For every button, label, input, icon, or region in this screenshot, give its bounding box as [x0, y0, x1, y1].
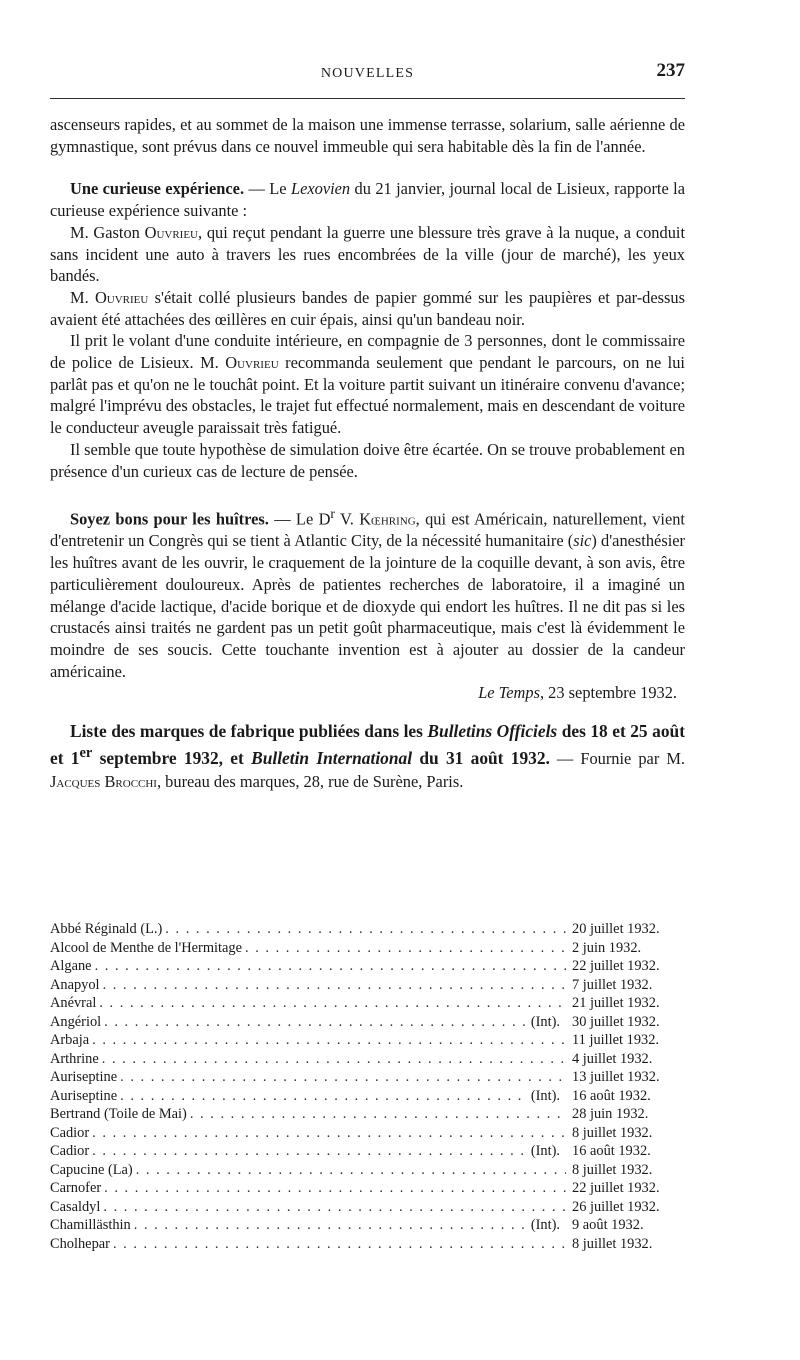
article1-title: Une curieuse expérience. [70, 179, 245, 199]
list-title-a: Liste des marques de fabrique publiées dans les [70, 721, 428, 742]
publication-date: 16 août 1932. [572, 1087, 651, 1104]
list-item [50, 1124, 700, 1143]
leader-dots [187, 1105, 566, 1124]
list-item [50, 920, 700, 939]
article2-title: Soyez bons pour les huîtres. [70, 509, 269, 529]
p4-text-a: Il prit le volant d'une conduite intérieure, en compagnie de 3 personnes, dont le commissaire de police de Lisieux. M. [50, 331, 685, 373]
list-item [50, 1031, 700, 1050]
p2-text: , qui reçut pendant la guerre une blessure très grave à la nuque, a conduit sans incident une auto à travers les rues encombrées de la ville (jour de marché), les yeux bandés. [50, 222, 685, 286]
intro-paragraph: ascenseurs rapides, et au sommet de la maison une immense terrasse, solarium, salle aérienne de gymnastique, sont prévus dans ce nouvel immeuble qui sera habitable dès la fin de l'année. [50, 115, 685, 156]
publication-date: 20 juillet 1932. [572, 921, 660, 937]
list-item [50, 994, 700, 1013]
list-item [50, 976, 700, 995]
leader-dots [100, 1198, 566, 1217]
article1-paragraph-2 [50, 222, 685, 287]
leader-dots [162, 920, 566, 939]
publication-date: 8 juillet 1932. [572, 1124, 653, 1141]
list-item [50, 1068, 700, 1087]
publication-date: 13 juillet 1932. [572, 1069, 660, 1085]
furnished-a: — Fournie par M. [549, 748, 685, 768]
leader-dots [89, 1142, 528, 1161]
international-tag: (Int). [530, 1143, 560, 1159]
article1-lead-2: du 21 janvier, journal local de Lisieux, rapporte la curieuse expérience suivante : [50, 179, 685, 221]
leader-dots [117, 1068, 566, 1087]
trademark-name: Anévral [50, 995, 97, 1011]
article2-text-a: , qui est Américain, naturellement, vient d'entretenir un Congrès qui se tient à Atlantic City, de la nécessité humanitaire ( [50, 509, 685, 551]
furnisher-name: Jacques Brocchi [50, 771, 157, 791]
list-item [50, 1235, 700, 1254]
publication-date: 28 juin 1932. [572, 1106, 649, 1122]
trademark-name: Bertrand (Toile de Mai) [50, 1106, 187, 1122]
person-name: Ouvrieu [94, 287, 149, 307]
trademark-name: Carnofer [50, 1180, 102, 1196]
publication-date: 4 juillet 1932. [572, 1050, 653, 1067]
p3-prefix: M. [70, 287, 95, 307]
list-item [50, 1216, 700, 1235]
trademark-name: Cholhepar [50, 1235, 110, 1252]
p2-prefix: M. Gaston [70, 222, 145, 242]
person-name: Ouvrieu [144, 222, 198, 242]
publication-date: 8 juillet 1932. [572, 1161, 653, 1178]
publication-date: 22 juillet 1932. [572, 1180, 660, 1196]
dr-superscript: r [330, 506, 335, 522]
article1-paragraph-5: Il semble que toute hypothèse de simulation doive être écartée. On se trouve probablement en présence d'un curieux cas de lecture de pensée. [50, 439, 685, 481]
leader-dots [117, 1087, 528, 1106]
trademark-list [50, 920, 700, 1253]
list-item [50, 1050, 700, 1069]
publication-date: 30 juillet 1932. [572, 1013, 660, 1030]
person-name: Ouvrieu [225, 353, 279, 373]
list-item [50, 939, 700, 958]
page-header [50, 58, 685, 99]
international-tag: (Int). [530, 1013, 560, 1030]
list-title-d: du 31 août 1932. [412, 747, 550, 768]
trademark-name: Auriseptine [50, 1069, 118, 1085]
list-title [50, 720, 685, 793]
person-name: Kœhring [359, 509, 416, 529]
leader-dots [131, 1216, 528, 1235]
trademark-name: Angériol [50, 1013, 102, 1030]
article1-paragraph-4 [50, 330, 685, 439]
p3-text: s'était collé plusieurs bandes de papier gommé sur les paupières et par-dessus avaient été attachées des œillères en cuir épais, ainsi qu'un bandeau noir. [50, 287, 685, 329]
leader-dots [242, 939, 566, 958]
publication-date: 22 juillet 1932. [572, 958, 660, 974]
publication-date: 26 juillet 1932. [572, 1198, 660, 1215]
list-item [50, 1198, 700, 1217]
trademark-name: Algane [50, 958, 92, 974]
list-title-b: des 18 et 25 août et 1 [50, 721, 685, 768]
publication-date: 21 juillet 1932. [572, 995, 660, 1011]
source-date: , 23 septembre 1932. [539, 683, 677, 703]
trademark-name: Cadior [50, 1124, 90, 1141]
article1-lead [50, 178, 685, 221]
publication-date: 8 juillet 1932. [572, 1235, 653, 1252]
list-item [50, 1142, 700, 1161]
list-item [50, 1161, 700, 1180]
er-superscript: er [79, 745, 93, 762]
leader-dots [101, 1013, 528, 1032]
journal-name: Lexovien [290, 179, 351, 199]
international-tag: (Int). [530, 1087, 560, 1104]
leader-dots [92, 957, 566, 976]
publication-date: 2 juin 1932. [572, 939, 642, 956]
list-item [50, 957, 700, 976]
bulletins-name: Bulletins Officiels [427, 721, 558, 742]
publication-date: 7 juillet 1932. [572, 976, 653, 993]
article1-lead-1: — Le [244, 179, 291, 199]
list-item [50, 1013, 700, 1032]
source-credit [50, 682, 685, 704]
trademark-name: Abbé Réginald (L.) [50, 921, 163, 937]
leader-dots [89, 1124, 566, 1143]
trademark-name: Anapyol [50, 976, 100, 993]
trademark-name: Chamillästhin [50, 1217, 131, 1233]
article2-paragraph [50, 503, 685, 682]
international-tag: (Int). [530, 1217, 560, 1233]
leader-dots [100, 976, 566, 995]
leader-dots [89, 1031, 566, 1050]
leader-dots [96, 994, 566, 1013]
p4-text-b: recommanda seulement que pendant le parcours, on ne lui parlât pas et qu'on ne le touchât point. Et la voiture partit suivant un itinéraire convenu d'avance; malgré l'imprévu des obstacles, le trajet fut effectué normalement, mais en descendant de voiture le conducteur aveugle paraissait très fatigué. [50, 353, 685, 438]
publication-date: 16 août 1932. [572, 1143, 651, 1159]
leader-dots [133, 1161, 566, 1180]
article2-lead-1: — Le D [268, 509, 331, 529]
list-item [50, 1105, 700, 1124]
leader-dots [101, 1179, 566, 1198]
trademark-name: Arthrine [50, 1050, 99, 1067]
article-body [50, 114, 685, 793]
furnished-b: , bureau des marques, 28, rue de Surène, Paris. [156, 771, 464, 791]
article2-text-b: ) d'anesthésier les huîtres avant de les ouvrir, le craquement de la jointure de la coquille devant, à son avis, être particulièrement douloureux. Après de patientes recherches de laboratoire, il a imaginé un mélange d'acide lactique, d'acide borique et de dioxyde qui endort les huîtres. Il ne dit pas si les crustacés ainsi traités ne gardent pas un petit goût pharmaceutique, mais c'est là évidemment le moindre de ses soucis. Cette touchante invention est à ajouter au dossier de la candeur américaine. [50, 531, 685, 681]
article2-lead-2: V. [334, 509, 360, 529]
list-item [50, 1087, 700, 1106]
publication-date: 11 juillet 1932. [572, 1032, 660, 1048]
trademark-name: Alcool de Menthe de l'Hermitage [50, 939, 243, 956]
article1-paragraph-3 [50, 287, 685, 330]
list-item [50, 1179, 700, 1198]
sic-note: sic [573, 531, 592, 551]
running-title: NOUVELLES [320, 66, 415, 81]
publication-date: 9 août 1932. [572, 1217, 644, 1233]
leader-dots [99, 1050, 566, 1069]
bulletin-international-name: Bulletin International [251, 747, 413, 768]
source-name: Le Temps [478, 683, 540, 703]
trademark-name: Cadior [50, 1143, 90, 1159]
leader-dots [110, 1235, 566, 1254]
list-title-c: septembre 1932, et [92, 747, 252, 768]
trademark-name: Auriseptine [50, 1087, 118, 1104]
page-number: 237 [656, 60, 685, 81]
trademark-name: Arbaja [50, 1032, 90, 1048]
trademark-name: Capucine (La) [50, 1161, 133, 1178]
trademark-name: Casaldyl [50, 1198, 101, 1215]
